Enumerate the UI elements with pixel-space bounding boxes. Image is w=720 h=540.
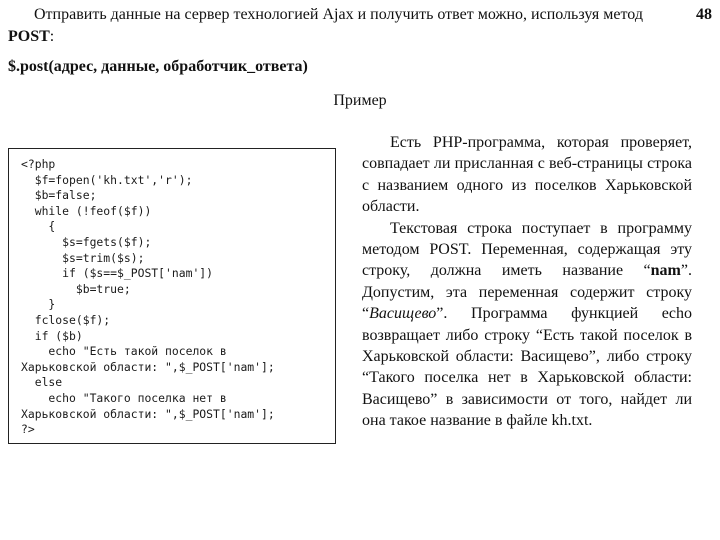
code-line: echo "Есть такой поселок в	[21, 344, 227, 359]
code-line: $b=false;	[21, 188, 97, 203]
code-listing	[8, 148, 336, 444]
code-line: <?php	[21, 157, 56, 171]
description-paragraph-1: Есть PHP-программа, которая проверяет, совпадает ли присланная с веб-страницы строка с названием одного из поселков Харьковской области.	[362, 134, 692, 216]
code-line: {	[21, 219, 56, 234]
example-value: Васищево	[369, 305, 437, 323]
post-syntax: $.post(адрес, данные, обработчик_ответа)	[8, 58, 308, 75]
code-line: if ($b)	[21, 328, 83, 343]
code-line: while (!feof($f))	[21, 203, 152, 218]
code-line: ?>	[21, 422, 35, 437]
intro-method: POST	[8, 28, 50, 45]
code-text	[21, 157, 331, 438]
example-heading: Пример	[333, 92, 387, 109]
description-paragraph-2	[362, 218, 692, 432]
intro-paragraph	[8, 4, 688, 48]
description-text	[362, 132, 692, 432]
code-line: }	[21, 297, 56, 312]
intro-text: Отправить данные на сервер технологией Ajax и получить ответ можно, используя метод	[34, 6, 643, 23]
description-p2-part-b: ”. Допустим, эта переменная содержит строку “	[362, 262, 692, 323]
page-number: 48	[696, 6, 712, 23]
code-line: echo "Такого поселка нет в	[21, 390, 227, 405]
code-line: $s=fgets($f);	[21, 234, 152, 249]
code-line: $s=trim($s);	[21, 250, 145, 265]
code-line: Харьковской области: ",$_POST['nam'];	[21, 359, 275, 374]
code-line: $b=true;	[21, 281, 131, 296]
variable-name: nam	[650, 262, 681, 280]
intro-colon: :	[49, 28, 55, 45]
code-line: $f=fopen('kh.txt','r');	[21, 172, 193, 187]
code-line: fclose($f);	[21, 312, 111, 327]
description-p2-part-a: Текстовая строка поступает в программу методом POST. Переменная, содержащая эту строку, должна иметь название “	[362, 219, 692, 280]
code-line: Харьковской области: ",$_POST['nam'];	[21, 406, 275, 421]
code-line: if ($s==$_POST['nam'])	[21, 266, 214, 281]
code-line: else	[21, 375, 63, 390]
description-p2-part-c: ”. Программа функцией echo возвращает либо строку “Есть такой поселок в Харьковской области: Васищево”, либо строку “Такого поселка нет в Харьковской области: Васищево” в зависимости от того, найдет ли она такое название в файле kh.txt.	[362, 305, 692, 430]
